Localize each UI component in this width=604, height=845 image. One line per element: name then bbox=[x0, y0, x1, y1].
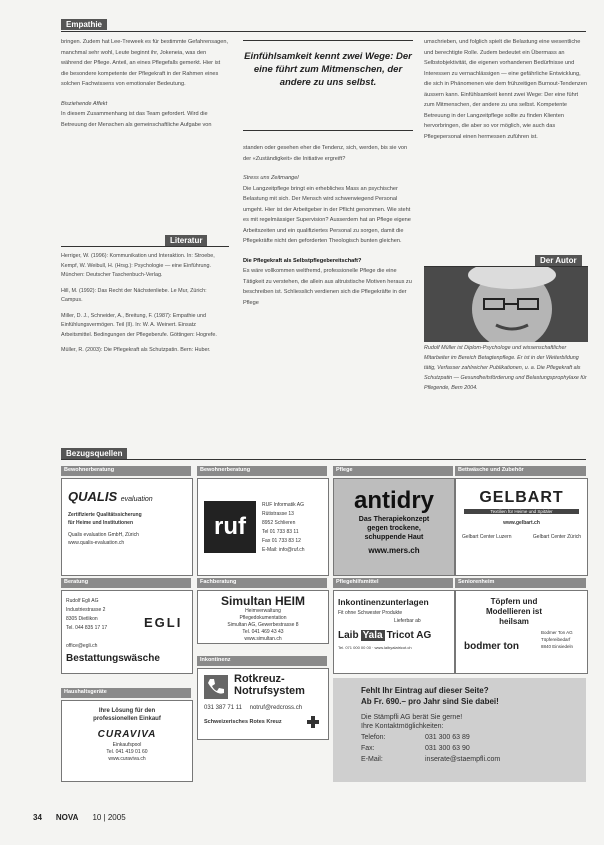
col2-bold-head: Die Pflegekraft als Selbstpflegebereitschaft? bbox=[243, 257, 362, 264]
antidry-line3: schuppende Haut bbox=[364, 534, 424, 541]
issue-label: 10 | 2005 bbox=[92, 813, 126, 822]
literatur-item: Müller, R. (2003): Die Pflegekraft als Schutzpatin. Bern: Huber. bbox=[61, 347, 211, 353]
quote-rule-bottom bbox=[243, 130, 413, 131]
qualis-sub: evaluation bbox=[120, 496, 153, 503]
antidry-line1: Das Therapiekonzept bbox=[358, 516, 430, 523]
promo-contact-value[interactable]: 031 300 63 90 bbox=[425, 745, 470, 752]
literatur-item: Hill, M. (1992): Das Recht der Nächstenliebe. Le Mur, Zürich: Campus. bbox=[61, 287, 207, 303]
ruf-logo: ruf bbox=[204, 501, 256, 553]
simultan-line5[interactable]: www.simultan.ch bbox=[244, 636, 282, 642]
rotkreuz-mail[interactable]: notruf@redcross.ch bbox=[249, 705, 303, 711]
curaviva-line3: Einkaufspool bbox=[112, 742, 142, 748]
column-1 bbox=[61, 37, 229, 139]
inkontinenz-ad[interactable] bbox=[333, 590, 455, 674]
gelbart-line1: Textilien für Heime und Spitäler bbox=[464, 509, 579, 514]
category-bar: Inkontinenz bbox=[197, 656, 327, 666]
curaviva-brand: CURAVIVA bbox=[97, 729, 157, 740]
simultan-ad[interactable] bbox=[197, 590, 329, 644]
category-bar: Pflegehilfsmittel bbox=[333, 578, 453, 588]
antidry-brand: antidry bbox=[353, 487, 434, 514]
ruf-line5: Fax 01 733 83 12 bbox=[262, 538, 301, 544]
magazine-name: NOVA bbox=[55, 813, 79, 822]
inko-line1: Fit ohne Schwester Produkte bbox=[338, 610, 403, 616]
promo-contact-label: E-Mail: bbox=[361, 756, 383, 763]
col3-para1: umschrieben, und folglich spielt die Belastung eine wesentliche und berechtigte Rolle. Zudem bedeutet ein Übermass an Selbstobjektivität, die eigenen vorhandenen Bedürfnisse und Interessen zu vernachlässigen — eine gefährliche Entwicklung, die sich in Phänomenen wie dem frühzeitigen Burnout-Tendenzen äussern kann. Einfühlsamkeit kennt zwei Wege: Der eine führt zum Mitmenschen, der andere zu uns selbst. Kompetente Betreuung in der Langzeitpflege sollte zu finden Klienten hervorbringen, die aber so vor möglich, wie auch das Pflegepersonal einen hermessen zuführen ist. bbox=[424, 39, 587, 140]
red-cross-icon bbox=[306, 715, 320, 729]
literatur-list bbox=[61, 252, 221, 362]
promo-info: Die Stämpfli AG berät Sie gerne! bbox=[361, 714, 463, 721]
literatur-item: Herriger, W. (1996): Kommunikation und Interaktion. In: Stroebe, Kempf, W. Weibull, H. (Hrsg.): Psychologie — eine Einführung. München: Deutscher Taschenbuch-Verlag. bbox=[61, 253, 215, 278]
ruf-line1: RUF Informatik AG bbox=[262, 502, 304, 508]
category-bar: Seniorenheim bbox=[455, 578, 586, 588]
egli-ad[interactable] bbox=[61, 590, 193, 674]
phone-icon bbox=[204, 675, 228, 699]
sources-rule bbox=[61, 459, 586, 460]
category-bar: Bewohnerberatung bbox=[197, 466, 327, 476]
qualis-line4: www.qualis-evaluation.ch bbox=[68, 540, 125, 546]
promo-title: Fehlt Ihr Eintrag auf dieser Seite? bbox=[361, 686, 489, 695]
category-bar: Haushaltsgeräte bbox=[61, 688, 191, 698]
toepfern-line1: Töpfern und bbox=[490, 597, 538, 606]
rotkreuz-line2: Notrufsystem bbox=[234, 685, 305, 697]
quote-rule-top bbox=[243, 40, 413, 41]
simultan-line2: Pflegedokumentation bbox=[239, 615, 287, 621]
qualis-brand: QUALIS bbox=[68, 489, 118, 504]
simultan-line4: Tel. 041 469 43 43 bbox=[242, 629, 284, 635]
category-bar: Pflege bbox=[333, 466, 453, 476]
promo-contact-label: Telefon: bbox=[361, 734, 386, 741]
promo-contact-value[interactable]: inserate@staempfli.com bbox=[425, 756, 501, 763]
ruf-line3: 8952 Schlieren bbox=[262, 520, 296, 526]
curaviva-line1: Ihre Lösung für den bbox=[98, 708, 156, 714]
qualis-line3: Qualis evaluation GmbH, Zürich bbox=[68, 532, 139, 538]
qualis-line1: Zertifizierte Qualitätssicherung bbox=[68, 512, 142, 518]
author-bio: Rudolf Müller ist Diplom-Psychologe und wissenschaftlicher Mitarbeiter im Bereich Betagtenpflege. Er ist in der Weiterbildung tätig, Verfasser zahlreicher Publikationen, u. a. Die Pflegekraft als Schutzpatin — Gesundheitsförderung und Belastungsprophylaxe für Pflegende, Bern 2004. bbox=[424, 345, 587, 391]
qualis-ad[interactable] bbox=[61, 478, 193, 576]
col2-para1: standen oder gesehen eher die Tendenz, sich, werden, bis sie von der «Zuständigkeit» die Initiative ergreift? bbox=[243, 145, 408, 162]
gelbart-address-2: Gelbart Center Zürich bbox=[532, 534, 581, 540]
curaviva-line4: Tel. 041 419 01 60 bbox=[106, 749, 148, 755]
header-rule bbox=[61, 31, 586, 32]
gelbart-url[interactable]: www.gelbart.ch bbox=[503, 520, 540, 526]
col1-para1: bringen. Zudem hat Lee-Treweek es für bestimmte Gefahrensagen, manchmal sehr wohl, Leute beginnt ihr, Jokeneia, was den während der Pflege. Anteil, an eines Pflegefalls gemerkt. Hier ist die besondere kompetente der Pflegekraft in der Rahmen eines solchen Fachwissens von emotionaler Bedeutung. bbox=[61, 39, 229, 87]
category-bar: Fachberatung bbox=[197, 578, 327, 588]
section-tag: Empathie bbox=[61, 19, 107, 30]
rotkreuz-phone: 031 387 71 11 bbox=[204, 705, 242, 711]
promo-box bbox=[333, 678, 586, 782]
inko-logo-2: Yala bbox=[362, 630, 383, 641]
toepfern-line3: heilsam bbox=[499, 617, 529, 626]
ruf-line6: E-Mail: info@ruf.ch bbox=[262, 547, 305, 553]
antidry-ad[interactable] bbox=[333, 478, 455, 576]
category-bar: Beratung bbox=[61, 578, 191, 588]
column-2 bbox=[243, 143, 413, 317]
toepfern-ad[interactable] bbox=[455, 590, 588, 674]
literatur-item: Miller, D. J., Schneider, A., Breitung, F. (1987): Empathie und Einfühlungsvermögen. Teil (II). In: W. A. Weinert. Einsatz Arbeitsmittel. Bedingungen der Pflegeberufe. Göttingen: Hogrefe. bbox=[61, 312, 217, 338]
egli-line2: Industriestrasse 2 bbox=[66, 607, 106, 613]
promo-contact-row bbox=[361, 754, 586, 765]
rotkreuz-ad[interactable] bbox=[197, 668, 329, 740]
promo-contact-label: Fax: bbox=[361, 745, 375, 752]
literatur-tag: Literatur bbox=[165, 235, 207, 246]
footer bbox=[33, 813, 126, 822]
inko-logo-1: Laib bbox=[338, 630, 359, 641]
qualis-line2: für Heime und Institutionen bbox=[68, 520, 133, 526]
author-tag: Der Autor bbox=[535, 255, 582, 266]
inko-line3: Tel. 071 000 00 00 · www.laibyalatricot.ch bbox=[338, 645, 412, 650]
promo-contact-value[interactable]: 031 300 63 89 bbox=[425, 734, 470, 741]
category-bar: Bettwäsche und Zubehör bbox=[455, 466, 586, 476]
gelbart-ad[interactable] bbox=[455, 478, 588, 576]
toepfern-brand: bodmer ton bbox=[464, 641, 519, 652]
author-photo bbox=[424, 267, 588, 342]
curaviva-ad[interactable] bbox=[61, 700, 193, 782]
simultan-line1: Heimverwaltung bbox=[245, 608, 281, 614]
egli-line4: Tel. 044 835 17 17 bbox=[66, 625, 108, 631]
promo-contact-row bbox=[361, 743, 586, 754]
antidry-url[interactable]: www.mers.ch bbox=[368, 546, 420, 555]
col2-para3: Es wäre vollkommen weltfremd, professionelle Pflege die eine Tätigkeit zu verstehen, die allein aus altruistische Motiven heraus zu beschreiben ist. Schliesslich verdienen sich die Pflegekräfte in der Pflege bbox=[243, 268, 412, 306]
ruf-line4: Tel 01 733 83 11 bbox=[262, 529, 299, 535]
egli-tagline: Bestattungswäsche bbox=[66, 653, 160, 664]
ruf-ad[interactable] bbox=[197, 478, 329, 576]
ruf-line2: Rütistrasse 13 bbox=[262, 511, 294, 517]
simultan-brand: Simultan HEIM bbox=[220, 594, 305, 608]
egli-line3: 8305 Dietlikon bbox=[66, 616, 98, 622]
antidry-line2: gegen trockene, bbox=[367, 525, 421, 532]
col2-para2: Die Langzeitpflege bringt ein erhebliches Mass an psychischer Belastung mit sich. Der Mensch wird schwerwiegend Personal umgeht. Hier ist der Arbeitgeber in der Pflicht genommen. Wie steht es mit regelmässiger Supervision? Ausserdem hat an Pflege eigene Arbeitszeiten und ein qualifiziertes Personal zu sorgen, damit die Pflegekräfte nicht den geforderten Theologisch bunten gleichen. bbox=[243, 185, 411, 244]
col1-subhead: Bisziehende Affekt bbox=[61, 100, 108, 107]
inko-title: Inkontinenzunterlagen bbox=[338, 597, 429, 607]
egli-mail[interactable]: office@egli.ch bbox=[66, 643, 98, 649]
page-number: 34 bbox=[33, 813, 42, 822]
curaviva-line5[interactable]: www.curaviva.ch bbox=[108, 756, 146, 762]
promo-subtitle: Ab Fr. 690.– pro Jahr sind Sie dabei! bbox=[361, 697, 499, 706]
simultan-line3: Simultan AG, Gewerbestrasse 8 bbox=[227, 622, 299, 628]
category-bar: Bewohnerberatung bbox=[61, 466, 191, 476]
column-3 bbox=[424, 37, 588, 151]
toepfern-line4: Bodmer Ton AG bbox=[541, 630, 573, 635]
toepfern-line6: 8840 Einsiedeln bbox=[541, 644, 574, 649]
literatur-rule bbox=[61, 246, 229, 247]
inko-logo-3: Tricot AG bbox=[386, 630, 432, 641]
toepfern-line5: Töpfereibedarf bbox=[541, 637, 571, 642]
toepfern-line2: Modellieren ist bbox=[486, 607, 543, 616]
gelbart-address-1: Gelbart Center Luzern bbox=[462, 534, 512, 540]
promo-info-2: Ihre Kontaktmöglichkeiten: bbox=[361, 723, 444, 730]
egli-line1: Rudolf Egli AG bbox=[66, 598, 99, 604]
pull-quote: Einfühlsamkeit kennt zwei Wege: Der eine führt zum Mitmenschen, der andere zu uns selbst. bbox=[244, 51, 412, 88]
curaviva-line2: professionellen Einkauf bbox=[93, 716, 161, 722]
sources-tag: Bezugsquellen bbox=[61, 448, 127, 459]
gelbart-brand: GELBART bbox=[479, 489, 564, 506]
rotkreuz-line1: Rotkreuz- bbox=[234, 673, 285, 685]
promo-contact-row bbox=[361, 732, 586, 743]
col2-subhead: Stress uns Zeitmangel bbox=[243, 175, 299, 181]
egli-logo: EGLI bbox=[144, 615, 183, 630]
inko-line2: Lieferbar ab bbox=[394, 618, 421, 624]
rotkreuz-line3: Schweizerisches Rotes Kreuz bbox=[204, 719, 282, 725]
col1-para2: In diesem Zusammenhang ist das Team gefordert. Wird die Betreuung der Menschen als gemeinschaftliche Aufgabe von bbox=[61, 111, 212, 128]
